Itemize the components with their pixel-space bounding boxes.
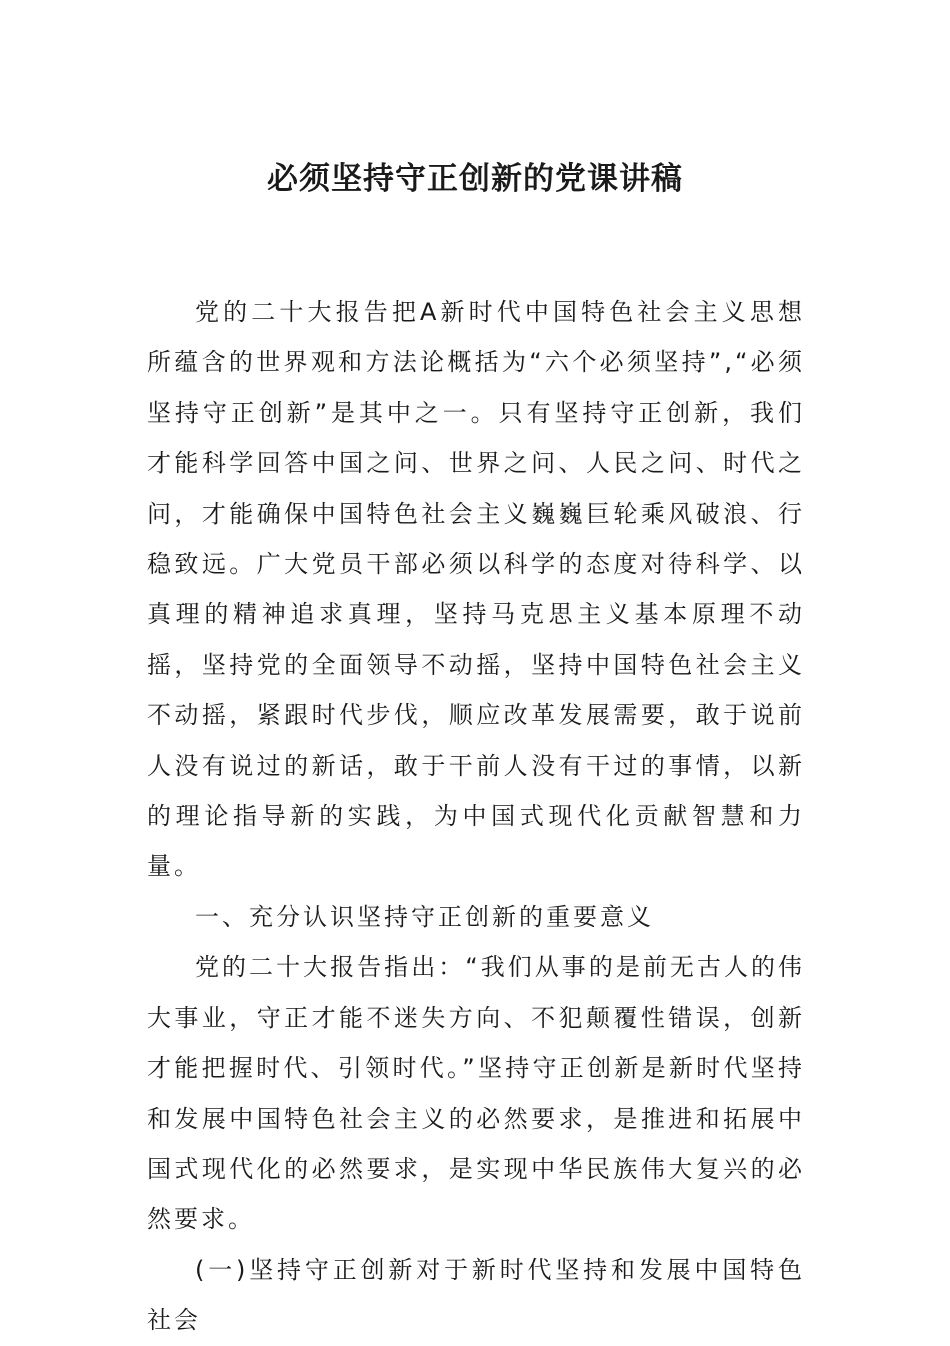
subsection-heading-1: (一)坚持守正创新对于新时代坚持和发展中国特色社会	[147, 1255, 805, 1335]
document-body	[147, 287, 805, 1346]
paragraph-report-quote: 党的二十大报告指出：“我们从事的是前无古人的伟大事业，守正才能不迷失方向、不犯颠覆性错误，创新才能把握时代、引领时代。”坚持守正创新是新时代坚持和发展中国特色社会主义的必然要求，是推进和拓展中国式现代化的必然要求，是实现中华民族伟大复兴的必然要求。	[147, 953, 805, 1234]
document-title: 必须坚持守正创新的党课讲稿	[267, 161, 683, 197]
section-heading-1: 一、充分认识坚持守正创新的重要意义	[195, 902, 654, 931]
paragraph-intro: 党的二十大报告把A新时代中国特色社会主义思想所蕴含的世界观和方法论概括为“六个必须坚持”,“必须坚持守正创新”是其中之一。只有坚持守正创新，我们才能科学回答中国之问、世界之问、人民之问、时代之问，才能确保中国特色社会主义巍巍巨轮乘风破浪、行稳致远。广大党员干部必须以科学的态度对待科学、以真理的精神追求真理，坚持马克思主义基本原理不动摇，坚持党的全面领导不动摇，坚持中国特色社会主义不动摇，紧跟时代步伐，顺应改革发展需要，敢于说前人没有说过的新话，敢于干前人没有干过的事情，以新的理论指导新的实践，为中国式现代化贡献智慧和力量。	[147, 298, 805, 881]
